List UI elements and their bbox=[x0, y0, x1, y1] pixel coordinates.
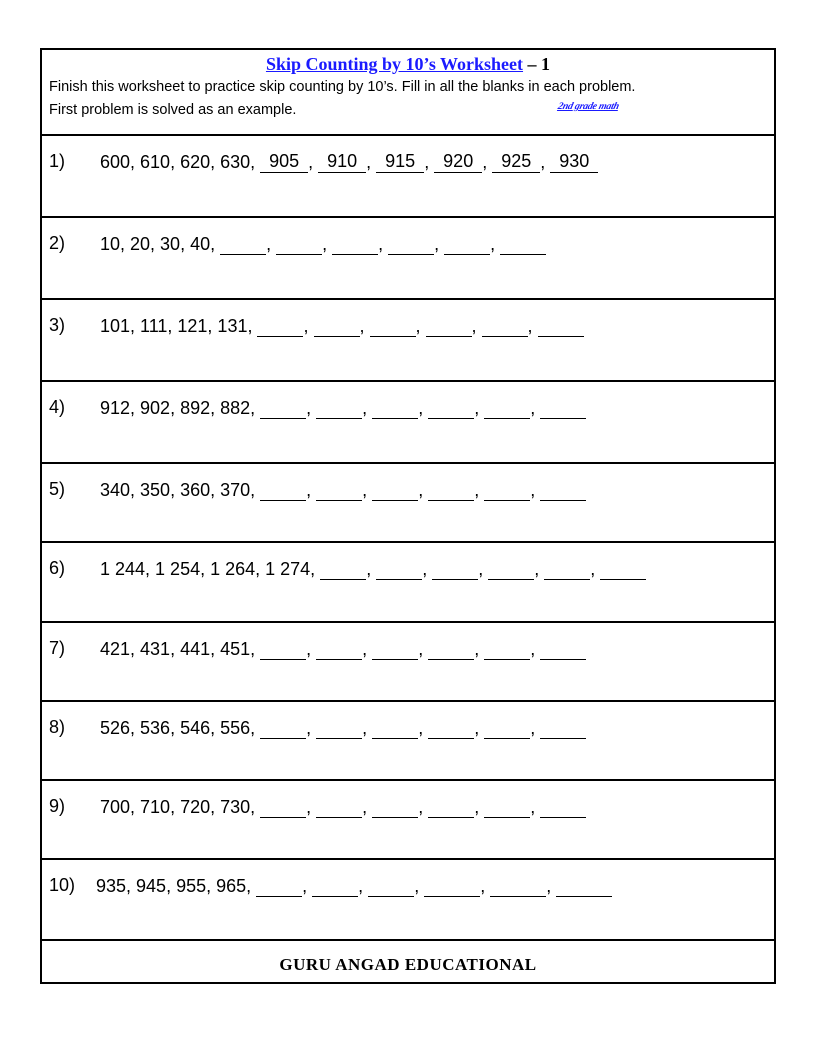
given-numbers: 10, 20, 30, 40, bbox=[100, 234, 216, 254]
worksheet-title-link[interactable]: Skip Counting by 10’s Worksheet bbox=[265, 54, 524, 74]
answer-blank[interactable] bbox=[372, 479, 418, 501]
worksheet bbox=[40, 48, 776, 984]
comma-separator: , bbox=[418, 797, 429, 817]
answer-blank[interactable] bbox=[484, 717, 530, 739]
answer-blank[interactable] bbox=[312, 875, 358, 897]
answer-blank[interactable] bbox=[540, 796, 586, 818]
instructions-line-2: First problem is solved as an example. bbox=[49, 102, 297, 118]
comma-separator: , bbox=[306, 718, 317, 738]
answer-blank[interactable] bbox=[276, 233, 322, 255]
answer-blank[interactable] bbox=[316, 717, 362, 739]
comma-separator: , bbox=[474, 480, 485, 500]
comma-separator: , bbox=[366, 559, 377, 579]
problem-row bbox=[42, 464, 774, 543]
comma-separator: , bbox=[358, 876, 369, 896]
comma-separator: , bbox=[414, 876, 425, 896]
comma-separator: , bbox=[434, 234, 445, 254]
answer-blank[interactable]: 910 bbox=[318, 151, 366, 173]
comma-separator: , bbox=[362, 639, 373, 659]
problem-row bbox=[42, 781, 774, 860]
instructions-line-1: Finish this worksheet to practice skip counting by 10’s. Fill in all the blanks in each problem. bbox=[49, 79, 636, 95]
comma-separator: , bbox=[418, 398, 429, 418]
comma-separator: , bbox=[482, 152, 493, 172]
comma-separator: , bbox=[322, 234, 333, 254]
problem-number: 1) bbox=[49, 151, 66, 171]
given-numbers: 421, 431, 441, 451, bbox=[100, 639, 256, 659]
answer-blank[interactable] bbox=[372, 638, 418, 660]
problem-row bbox=[42, 136, 774, 218]
handwritten-signature: 2nd grade math bbox=[556, 101, 621, 112]
comma-separator: , bbox=[378, 234, 389, 254]
answer-blank[interactable] bbox=[484, 479, 530, 501]
number-sequence bbox=[100, 558, 646, 580]
given-numbers: 700, 710, 720, 730, bbox=[100, 797, 256, 817]
problem-row bbox=[42, 300, 774, 382]
answer-blank[interactable] bbox=[428, 479, 474, 501]
comma-separator: , bbox=[490, 234, 501, 254]
answer-blank[interactable] bbox=[260, 717, 306, 739]
answer-blank[interactable] bbox=[376, 558, 422, 580]
problem-number: 4) bbox=[49, 397, 66, 417]
answer-blank[interactable]: 905 bbox=[260, 151, 308, 173]
answer-blank[interactable] bbox=[540, 397, 586, 419]
number-sequence bbox=[100, 315, 584, 337]
comma-separator: , bbox=[474, 639, 485, 659]
problem-row bbox=[42, 623, 774, 702]
problem-number: 8) bbox=[49, 717, 66, 737]
comma-separator: , bbox=[474, 797, 485, 817]
number-sequence bbox=[100, 638, 586, 660]
problem-row bbox=[42, 218, 774, 300]
comma-separator: , bbox=[530, 718, 541, 738]
number-sequence bbox=[100, 233, 546, 255]
comma-separator: , bbox=[530, 398, 541, 418]
number-sequence bbox=[100, 796, 586, 818]
answer-blank[interactable] bbox=[388, 233, 434, 255]
comma-separator: , bbox=[480, 876, 491, 896]
answer-blank[interactable] bbox=[500, 233, 546, 255]
problem-row bbox=[42, 860, 774, 941]
comma-separator: , bbox=[540, 152, 551, 172]
answer-blank[interactable] bbox=[320, 558, 366, 580]
answer-blank[interactable] bbox=[368, 875, 414, 897]
answer-blank[interactable] bbox=[260, 796, 306, 818]
answer-blank[interactable] bbox=[540, 638, 586, 660]
answer-blank[interactable] bbox=[484, 397, 530, 419]
answer-blank[interactable] bbox=[432, 558, 478, 580]
comma-separator: , bbox=[534, 559, 545, 579]
answer-blank[interactable] bbox=[260, 479, 306, 501]
answer-blank[interactable] bbox=[540, 717, 586, 739]
answer-blank[interactable]: 915 bbox=[376, 151, 424, 173]
answer-blank[interactable] bbox=[600, 558, 646, 580]
given-numbers: 526, 536, 546, 556, bbox=[100, 718, 256, 738]
comma-separator: , bbox=[308, 152, 319, 172]
number-sequence bbox=[96, 875, 612, 897]
answer-blank[interactable] bbox=[482, 315, 528, 337]
comma-separator: , bbox=[415, 316, 426, 336]
comma-separator: , bbox=[478, 559, 489, 579]
comma-separator: , bbox=[422, 559, 433, 579]
answer-blank[interactable] bbox=[260, 638, 306, 660]
answer-blank[interactable] bbox=[316, 397, 362, 419]
answer-blank[interactable] bbox=[372, 796, 418, 818]
problem-number: 10) bbox=[49, 875, 76, 895]
publisher-name: GURU ANGAD EDUCATIONAL bbox=[279, 955, 537, 974]
given-numbers: 340, 350, 360, 370, bbox=[100, 480, 256, 500]
comma-separator: , bbox=[306, 398, 317, 418]
number-sequence bbox=[100, 397, 586, 419]
comma-separator: , bbox=[306, 480, 317, 500]
answer-blank[interactable] bbox=[220, 233, 266, 255]
problem-number: 7) bbox=[49, 638, 66, 658]
comma-separator: , bbox=[527, 316, 538, 336]
answer-blank[interactable] bbox=[370, 315, 416, 337]
comma-separator: , bbox=[266, 234, 277, 254]
answer-blank[interactable] bbox=[556, 875, 612, 897]
answer-blank[interactable] bbox=[316, 796, 362, 818]
worksheet-number: – 1 bbox=[523, 54, 551, 74]
comma-separator: , bbox=[306, 797, 317, 817]
answer-blank[interactable] bbox=[540, 479, 586, 501]
given-numbers: 935, 945, 955, 965, bbox=[96, 876, 252, 896]
comma-separator: , bbox=[474, 398, 485, 418]
answer-blank[interactable] bbox=[314, 315, 360, 337]
comma-separator: , bbox=[302, 876, 313, 896]
problem-row bbox=[42, 702, 774, 781]
comma-separator: , bbox=[530, 480, 541, 500]
answer-blank[interactable] bbox=[372, 717, 418, 739]
problem-row bbox=[42, 543, 774, 623]
answer-blank[interactable] bbox=[428, 717, 474, 739]
comma-separator: , bbox=[471, 316, 482, 336]
footer bbox=[42, 941, 774, 982]
number-sequence bbox=[100, 151, 598, 173]
answer-blank[interactable]: 930 bbox=[550, 151, 598, 173]
comma-separator: , bbox=[362, 480, 373, 500]
answer-blank[interactable] bbox=[538, 315, 584, 337]
comma-separator: , bbox=[530, 639, 541, 659]
given-numbers: 101, 111, 121, 131, bbox=[100, 316, 253, 336]
answer-blank[interactable] bbox=[256, 875, 302, 897]
answer-blank[interactable]: 920 bbox=[434, 151, 482, 173]
comma-separator: , bbox=[306, 639, 317, 659]
given-numbers: 912, 902, 892, 882, bbox=[100, 398, 256, 418]
answer-blank[interactable] bbox=[490, 875, 546, 897]
answer-blank[interactable]: 925 bbox=[492, 151, 540, 173]
number-sequence bbox=[100, 717, 586, 739]
answer-blank[interactable] bbox=[444, 233, 490, 255]
comma-separator: , bbox=[303, 316, 314, 336]
answer-blank[interactable] bbox=[257, 315, 303, 337]
title-line bbox=[42, 54, 774, 75]
comma-separator: , bbox=[418, 639, 429, 659]
comma-separator: , bbox=[424, 152, 435, 172]
answer-blank[interactable] bbox=[332, 233, 378, 255]
number-sequence bbox=[100, 479, 586, 501]
answer-blank[interactable] bbox=[544, 558, 590, 580]
given-numbers: 1 244, 1 254, 1 264, 1 274, bbox=[100, 559, 316, 579]
answer-blank[interactable] bbox=[260, 397, 306, 419]
comma-separator: , bbox=[418, 480, 429, 500]
answer-blank[interactable] bbox=[372, 397, 418, 419]
problem-number: 2) bbox=[49, 233, 66, 253]
comma-separator: , bbox=[590, 559, 601, 579]
answer-blank[interactable] bbox=[484, 638, 530, 660]
answer-blank[interactable] bbox=[316, 638, 362, 660]
worksheet-header bbox=[42, 50, 774, 136]
answer-blank[interactable] bbox=[424, 875, 480, 897]
comma-separator: , bbox=[546, 876, 557, 896]
comma-separator: , bbox=[362, 797, 373, 817]
comma-separator: , bbox=[362, 718, 373, 738]
answer-blank[interactable] bbox=[488, 558, 534, 580]
given-numbers: 600, 610, 620, 630, bbox=[100, 152, 256, 172]
answer-blank[interactable] bbox=[484, 796, 530, 818]
answer-blank[interactable] bbox=[428, 796, 474, 818]
problem-number: 9) bbox=[49, 796, 66, 816]
answer-blank[interactable] bbox=[426, 315, 472, 337]
comma-separator: , bbox=[366, 152, 377, 172]
problem-number: 6) bbox=[49, 558, 66, 578]
comma-separator: , bbox=[359, 316, 370, 336]
answer-blank[interactable] bbox=[428, 397, 474, 419]
comma-separator: , bbox=[362, 398, 373, 418]
answer-blank[interactable] bbox=[316, 479, 362, 501]
comma-separator: , bbox=[474, 718, 485, 738]
problem-row bbox=[42, 382, 774, 464]
problem-number: 5) bbox=[49, 479, 66, 499]
comma-separator: , bbox=[418, 718, 429, 738]
answer-blank[interactable] bbox=[428, 638, 474, 660]
problem-number: 3) bbox=[49, 315, 66, 335]
comma-separator: , bbox=[530, 797, 541, 817]
